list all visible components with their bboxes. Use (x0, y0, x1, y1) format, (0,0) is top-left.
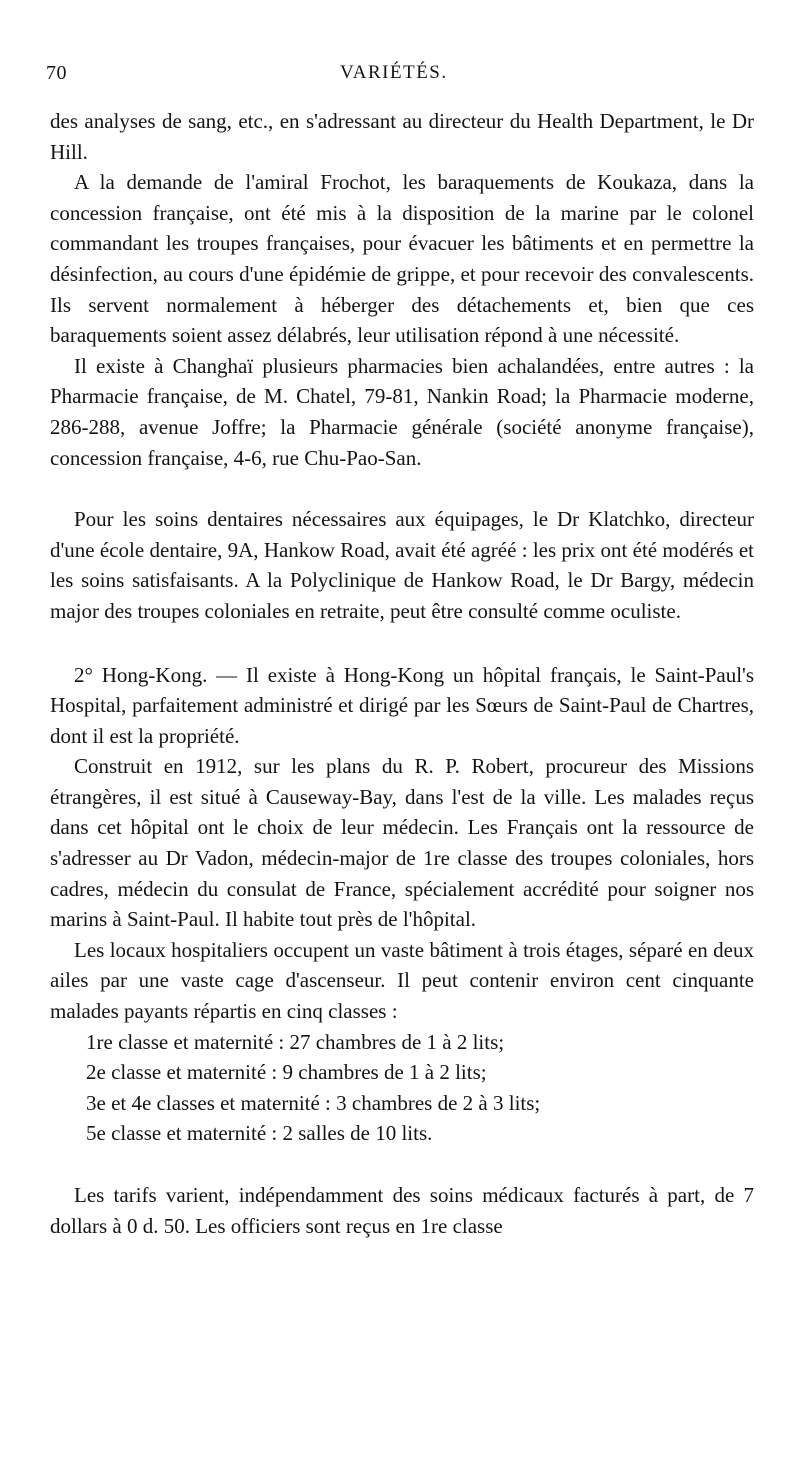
list-item: 1re classe et maternité : 27 chambres de 1 à 2 lits; (86, 1029, 505, 1054)
classes-list (50, 1027, 754, 1149)
running-title: VARIÉTÉS. (340, 62, 448, 83)
body-text (50, 106, 754, 1241)
page-number: 70 (46, 62, 67, 84)
paragraph-soins-dentaires: Pour les soins dentaires nécessaires aux équipages, le Dr Klatchko, directeur d'une école dentaire, 9A, Hankow Road, avait été agréé : les prix ont été modérés et les soins satisfaisants. A la Polyclinique de Hankow Road, le Dr Bargy, médecin major des troupes coloniales en retraite, peut être consulté comme oculiste. (50, 507, 754, 623)
list-item: 3e et 4e classes et maternité : 3 chambres de 2 à 3 lits; (86, 1090, 541, 1115)
paragraph-baraquements: A la demande de l'amiral Frochot, les baraquements de Koukaza, dans la concession française, ont été mis à la disposition de la marine par le colonel commandant les troupes françaises, pour évacuer les bâtiments et en permettre la désinfection, au cours d'une épidémie de grippe, et pour recevoir des convalescents. Ils servent normalement à héberger des détachements et, bien que ces baraquements soient assez délabrés, leur utilisation répond à une nécessité. (50, 170, 754, 348)
list-item: 5e classe et maternité : 2 salles de 10 lits. (86, 1121, 433, 1146)
paragraph-construction: Construit en 1912, sur les plans du R. P. Robert, procureur des Missions étrangères, il est situé à Causeway-Bay, dans l'est de la ville. Les malades reçus dans cet hôpital ont le choix de leur médecin. Les Français ont la ressource de s'adresser au Dr Vadon, médecin-major de 1re classe des troupes coloniales, hors cadres, médecin du consulat de France, spécialement accrédité pour soigner nos marins à Saint-Paul. Il habite tout près de l'hôpital. (50, 754, 754, 932)
paragraph-tarifs: Les tarifs varient, indépendamment des soins médicaux facturés à part, de 7 dollars à 0 d. 50. Les officiers sont reçus en 1re classe (50, 1183, 754, 1238)
paragraph-hong-kong: 2° Hong-Kong. — Il existe à Hong-Kong un hôpital français, le Saint-Paul's Hospital, parfaitement administré et dirigé par les Sœurs de Saint-Paul de Chartres, dont il est la propriété. (50, 662, 754, 748)
paragraph-locaux: Les locaux hospitaliers occupent un vaste bâtiment à trois étages, séparé en deux ailes par une vaste cage d'ascenseur. Il peut contenir environ cent cinquante malades payants répartis en cinq classes : (50, 937, 754, 1024)
paragraph-pharmacies: Il existe à Changhaï plusieurs pharmacies bien achalandées, entre autres : la Pharmacie française, de M. Chatel, 79-81, Nankin Road; la Pharmacie moderne, 286-288, avenue Joffre; la Pharmacie générale (société anonyme française), concession française, 4-6, rue Chu-Pao-San. (50, 353, 754, 470)
list-item: 2e classe et maternité : 9 chambres de 1 à 2 lits; (86, 1060, 487, 1085)
paragraph-health-department: des analyses de sang, etc., en s'adressant au directeur du Health Department, le Dr Hill. (50, 109, 754, 164)
